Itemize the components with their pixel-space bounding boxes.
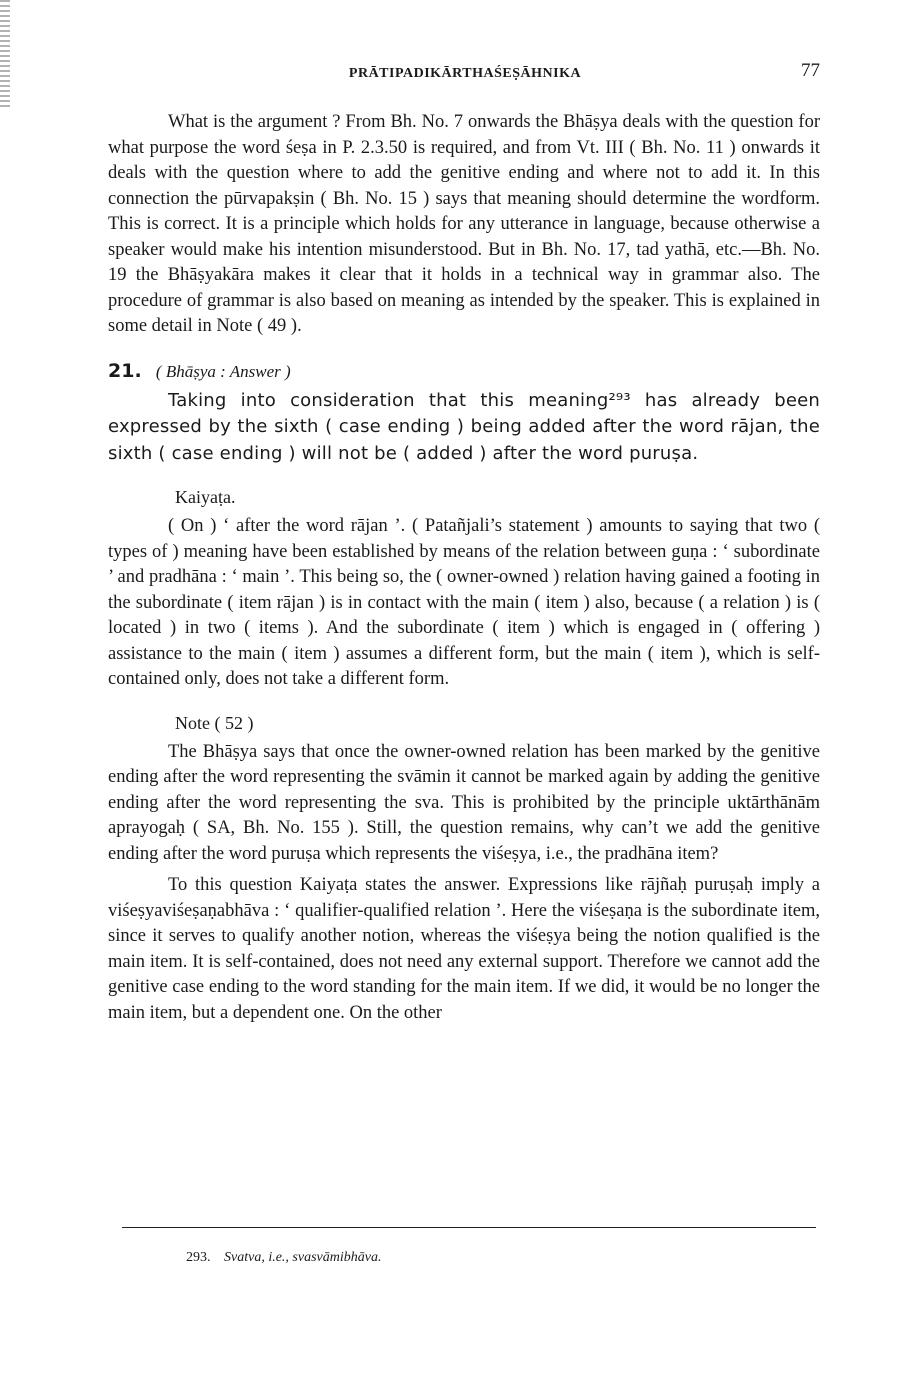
paragraph-note-1: The Bhāṣya says that once the owner-owned relation has been marked by the genitive ending after the word representing the svāmin it cannot be marked again by adding the genitive ending after the word representing the sva. This is prohibited by the principle uktārthānām aprayogaḥ ( SA, Bh. No. 155 ). Still, the question remains, why can’t we add the genitive ending after the word puruṣa which represents the viśeṣya, i.e., the pradhāna item? (108, 741, 820, 864)
footnote (186, 1250, 381, 1266)
section-number: 21. (108, 359, 142, 382)
running-title: PRĀTIPADIKĀRTHAŚEṢĀHNIKA (348, 66, 582, 81)
footnote-divider (122, 1227, 816, 1228)
page-body (108, 110, 820, 1026)
note-heading: Note ( 52 ) (175, 712, 254, 733)
page-number: 77 (801, 60, 820, 81)
section-label: ( Bhāṣya : Answer ) (155, 361, 291, 381)
scan-edge-artifact (0, 0, 10, 110)
page-header (110, 60, 820, 90)
paragraph-bhasya-answer: Taking into consideration that this meaning²⁹³ has already been expressed by the sixth ( case ending ) being added after the word rājan, the sixth ( case ending ) will not be ( added ) after the word puruṣa. (108, 389, 820, 464)
footnote-number: 293. (186, 1250, 211, 1265)
footnote-text: Svatva, i.e., svasvāmibhāva. (224, 1250, 382, 1265)
section-heading (108, 360, 820, 382)
kaiyata-heading: Kaiyaṭa. (175, 487, 236, 507)
paragraph-argument: What is the argument ? From Bh. No. 7 onwards the Bhāṣya deals with the question for what purpose the word śeṣa in P. 2.3.50 is required, and from Vt. III ( Bh. No. 11 ) onwards it deals with the question where to add the genitive ending and where not to add it. In this connection the pūrvapakṣin ( Bh. No. 15 ) says that meaning should determine the wordform. This is correct. It is a principle which holds for any utterance in language, because otherwise a speaker would make his intention misunderstood. But in Bh. No. 17, tad yathā, etc.—Bh. No. 19 the Bhāṣyakāra makes it clear that it holds in a technical way in grammar also. The procedure of grammar is also based on meaning as intended by the speaker. This is explained in some detail in Note ( 49 ). (108, 112, 820, 336)
paragraph-note-2: To this question Kaiyaṭa states the answer. Expressions like rājñaḥ puruṣaḥ imply a viśeṣyaviśeṣaṇabhāva : ‘ qualifier-qualified relation ’. Here the viśeṣaṇa is the subordinate item, since it serves to qualify another notion, whereas the viśeṣya being the notion qualified is the main item. It is self-contained, does not need any external support. Therefore we cannot add the genitive case ending to the word standing for the main item. If we did, it would be no longer the main item, but a dependent one. On the other (108, 875, 820, 1023)
paragraph-kaiyata: ( On ) ‘ after the word rājan ’. ( Patañjali’s statement ) amounts to saying that two ( types of ) meaning have been established by means of the relation between guṇa : ‘ subordinate ’ and pradhāna : ‘ main ’. This being so, the ( owner-owned ) relation having gained a footing in the subordinate ( item rājan ) is in contact with the main ( item ) also, because ( a relation ) is ( located ) in two ( items ). And the subordinate ( item ) which is engaged in ( offering ) assistance to the main ( item ) assumes a different form, but the main ( item ), which is self-contained only, does not take a different form. (108, 516, 820, 689)
